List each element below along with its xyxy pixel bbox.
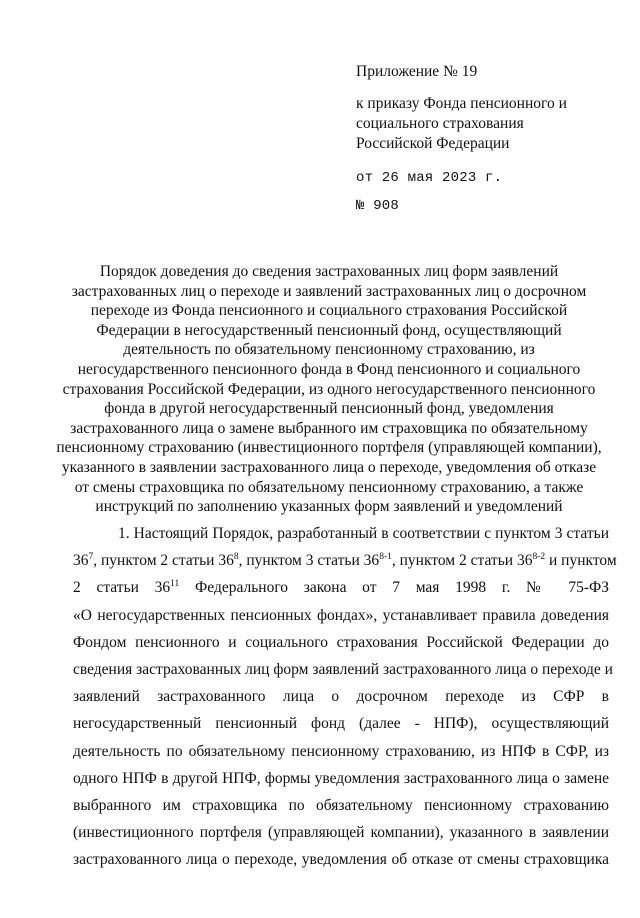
heading-line: негосударственного пенсионного фонда в Фонд пенсионного и социального [77,360,581,378]
article-sup: 8-1 [379,552,392,563]
law-article [155,579,180,596]
heading-line: застрахованного лица о замене выбранного им страховщика по обязательному [70,419,588,437]
heading-line: застрахованных лиц о переходе и заявлений застрахованных лиц о досрочном [71,282,587,300]
body-line: «О негосударственных пенсионных фондах», устанавливает правила доведения [73,606,609,624]
body-paragraph [73,520,617,873]
law-word: статьи [96,579,139,597]
annex-number: № 908 [356,198,400,214]
heading-line: указанного в заявлении застрахованного лица о переходе, уведомления об отказе [61,458,597,476]
body-line: одного НПФ в другой НПФ, формы уведомления застрахованного лица о замене [73,769,609,787]
heading-line: фонда в другой негосударственный пенсионный фонд, уведомления [104,400,554,418]
law-word: № [526,579,553,597]
body-line: деятельность по обязательному пенсионному страхованию, из НПФ в СФР, из [73,742,609,760]
heading-line: Порядок доведения до сведения застрахованных лиц форм заявлений [99,263,559,280]
article-ref: , пунктом 2 статьи 36 [93,552,234,570]
heading-line: Федерации в негосударственный пенсионный фонд, осуществляющий [96,321,562,339]
law-word: закона [303,579,347,597]
law-word: 1998 [455,579,487,597]
article-number: 36 [154,579,171,597]
annex-date: от 26 мая 2023 г. [356,170,503,186]
article-sup: 8 [233,552,239,563]
article-ref: 36 [73,552,89,570]
body-line: Фондом пенсионного и социального страхования Российской Федерации до [73,633,609,651]
body-line: выбранного им страховщика по обязательному пенсионному страхованию [73,796,609,814]
law-word: Федерального [195,579,289,597]
article-sup: 8-2 [532,552,546,563]
body-line: заявлений застрахованного лица о досрочном переходе из СФР в [73,688,609,706]
body-line: (инвестиционного портфеля (управляющей компании), указанного в заявлении [73,824,609,842]
article-ref: , пунктом 2 статьи 36 [391,552,533,570]
law-word: мая [415,579,440,597]
annex-line: Российской Федерации [356,135,510,152]
heading-line: инструкций по заполнению указанных форм заявлений и уведомлений [95,498,563,516]
heading-line: страхования Российской Федерации, из одного негосударственного пенсионного [62,380,596,398]
article-ref: и пунктом [545,552,617,570]
heading-line: от смены страховщика по обязательному пенсионному страхованию, а также [74,478,584,496]
body-line-law [73,574,609,601]
article-ref: , пунктом 3 статьи 36 [238,552,380,570]
document-heading [56,262,602,517]
annex-line: к приказу Фонда пенсионного и [356,95,567,112]
body-line-references [73,547,617,574]
body-line: застрахованного лица о переходе, уведомления об отказе от смены страховщика [73,851,609,869]
body-line: сведения застрахованных лиц форм заявлений застрахованного лица о переходе и [73,660,613,678]
annex-line: социального страхования [356,115,524,132]
law-word: 2 [73,579,81,597]
law-word: от [362,579,377,597]
law-word: г. [501,579,511,597]
heading-line: деятельность по обязательному пенсионному страхованию, из [123,341,535,359]
article-sup: 11 [170,579,180,590]
body-line: негосударственный пенсионный фонд (далее - НПФ), осуществляющий [73,715,609,733]
law-word: 7 [392,579,400,597]
body-line: 1. Настоящий Порядок, разработанный в соответствии с пунктом 3 статьи [118,525,609,542]
law-word: 75-ФЗ [568,579,610,597]
annex-title: Приложение № 19 [356,63,478,80]
annex-block [356,62,626,216]
heading-line: переходе из Фонда пенсионного и социального страхования Российской [90,302,568,320]
article-sup: 7 [88,552,94,563]
heading-line: пенсионному страхованию (инвестиционного портфеля (управляющей компании), [56,439,602,457]
